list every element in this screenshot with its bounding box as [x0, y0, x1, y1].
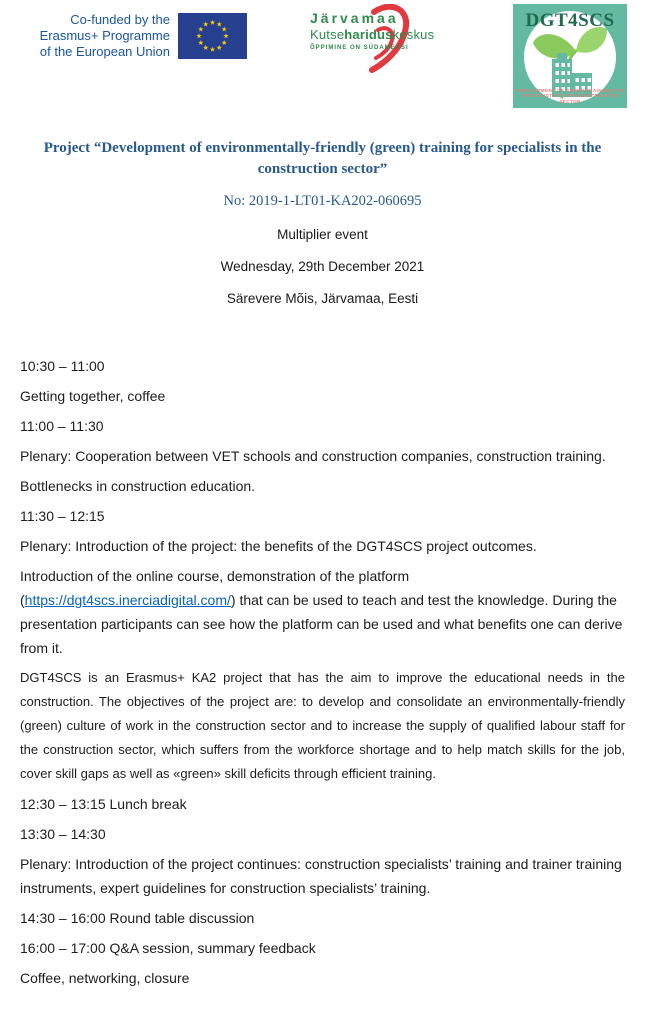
eu-flag-icon — [178, 13, 247, 59]
erasmus-text-line1: Co-funded by the — [70, 12, 170, 27]
jarvamaa-subname-part2: haridus — [344, 27, 393, 42]
dgt4scs-subtitle — [513, 88, 627, 105]
jarvamaa-subname-part3: keskus — [392, 27, 435, 42]
schedule-item1-description: Getting together, coffee — [20, 388, 166, 404]
schedule-item7-line: 16:00 – 17:00 Q&A session, summary feedback — [20, 940, 316, 956]
event-name: Multiplier event — [277, 227, 368, 242]
project-about-paragraph: DGT4SCS is an Erasmus+ KA2 project that has the aim to improve the educational needs in the construction. The objectives of the project are: to develop and consolidate an environmentally-friendly (green) culture of work in the construction sector and to increase the supply of qualified labour staff for the construction sector, which suffers from the workforce shortage and to help match skills for the job, cover skill gaps as well as «green» skill deficits through efficient training. — [20, 670, 625, 781]
project-number: No: 2019-1-LT01-KA202-060695 — [223, 193, 422, 209]
schedule-item1-time: 10:30 – 11:00 — [20, 358, 105, 374]
page-title: Project “Development of environmentally-friendly (green) training for specialists in the construction sector” — [43, 140, 602, 177]
erasmus-text-line2: Erasmus+ Programme — [39, 28, 170, 43]
logo-header — [0, 0, 645, 118]
dgt4scs-subtitle-line2: SPECIALISTS IN THE CONSTRUCTION SECTOR — [521, 93, 619, 105]
platform-link[interactable]: https://dgt4scs.inerciadigital.com/ — [24, 592, 231, 608]
dgt4scs-subtitle-line1: DEVELOPMENT OF GREEN TRAINING FOR — [516, 87, 624, 93]
event-date: Wednesday, 29th December 2021 — [220, 259, 425, 274]
jarvamaa-subname-part1: Kutse — [310, 27, 345, 42]
jarvamaa-logo — [310, 10, 450, 82]
dgt4scs-title: DGT4SCS — [525, 10, 615, 31]
left-leaf — [533, 34, 576, 58]
schedule-item6-line: 14:30 – 16:00 Round table discussion — [20, 910, 255, 926]
schedule-item5-time: 13:30 – 14:30 — [20, 826, 106, 842]
jarvamaa-text — [310, 10, 450, 51]
schedule-item4-line: 12:30 – 13:15 Lunch break — [20, 796, 187, 812]
platform-text-post: ) that can be used to teach and test the knowledge. During the presentation participants can see how the platform can be used and what benefits one can derive from it. — [20, 592, 623, 656]
dgt4scs-logo — [513, 4, 627, 108]
platform-text-pre: Introduction of the online course, demonstration of the platform ( — [20, 568, 410, 608]
erasmus-text-line3: of the European Union — [39, 44, 170, 59]
schedule-item2-line1: Plenary: Cooperation between VET schools and construction companies, construction training. — [20, 448, 606, 464]
schedule-item7-line2: Coffee, networking, closure — [20, 970, 190, 986]
schedule-item5-line1: Plenary: Introduction of the project continues: construction specialists’ training and trainer training instruments, expert guidelines for construction specialists’ training. — [20, 856, 622, 896]
event-location: Särevere Mõis, Järvamaa, Eesti — [226, 291, 419, 306]
jarvamaa-subname — [310, 27, 450, 42]
schedule-item2-time: 11:00 – 11:30 — [20, 418, 104, 434]
erasmus-text — [18, 12, 170, 60]
erasmus-logo — [18, 12, 247, 60]
schedule-item3-time: 11:30 – 12:15 — [20, 508, 105, 524]
jarvamaa-name: Järvamaa — [310, 10, 399, 26]
schedule-item2-line2: Bottlenecks in construction education. — [20, 478, 256, 494]
schedule-item3-platform — [20, 564, 625, 660]
jarvamaa-tagline: ÕPPIMINE ON SÜDAMEASI — [310, 45, 409, 51]
schedule — [20, 354, 625, 990]
schedule-item3-line1: Plenary: Introduction of the project: the benefits of the DGT4SCS project outcomes. — [20, 538, 537, 554]
